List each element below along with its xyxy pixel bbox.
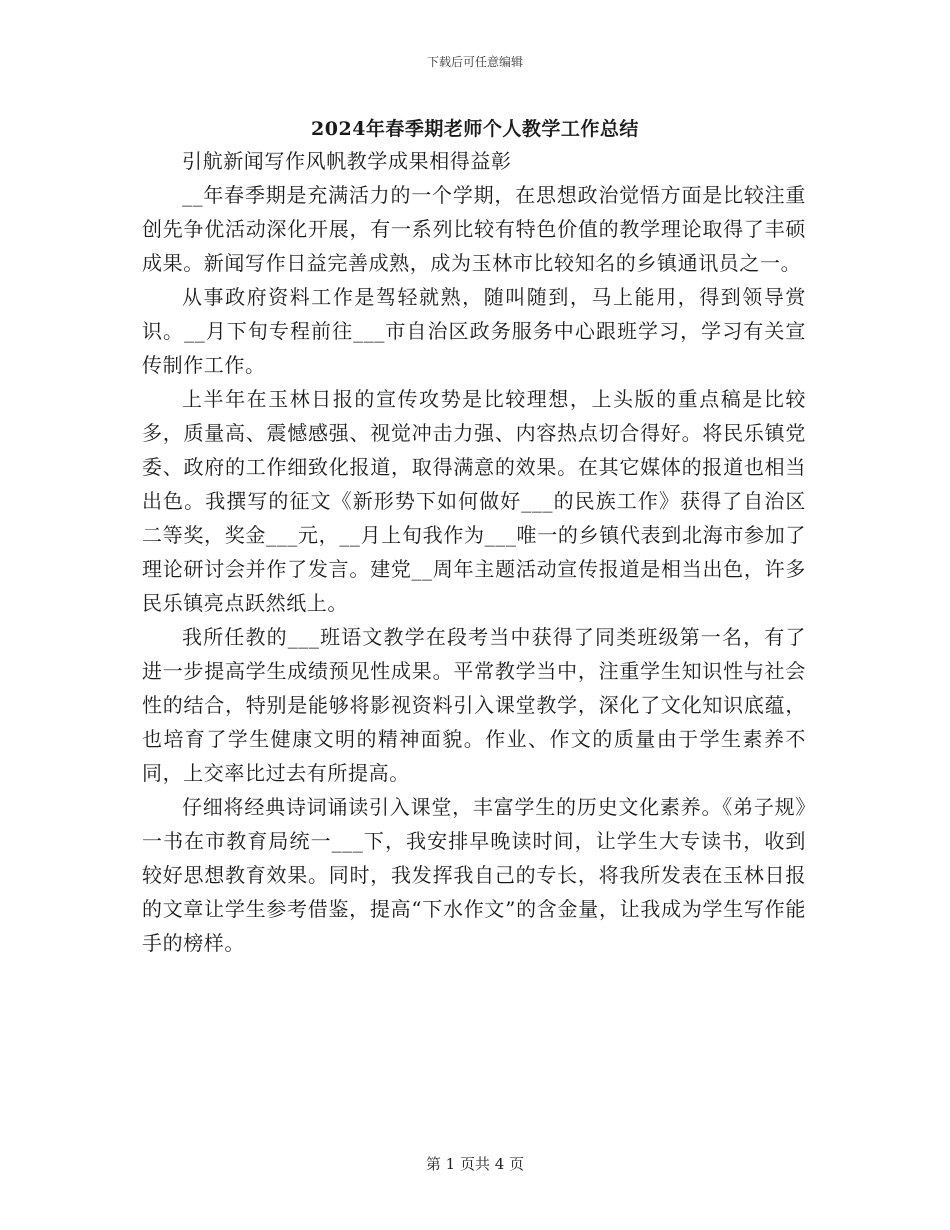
document-body bbox=[142, 144, 806, 960]
body-paragraph: 上半年在玉林日报的宣传攻势是比较理想，上头版的重点稿是比较多，质量高、震憾感强、视觉冲击力强、内容热点切合得好。将民乐镇党委、政府的工作细致化报道，取得满意的效果。在其它媒体的报道也相当出色。我撰写的征文《新形势下如何做好___的民族工作》获得了自治区二等奖，奖金___元，__月上旬我作为___唯一的乡镇代表到北海市参加了理论研讨会并作了发言。建党__周年主题活动宣传报道是相当出色，许多民乐镇亮点跃然纸上。 bbox=[142, 387, 806, 615]
page-number-footer: 第 1 页共 4 页 bbox=[425, 1155, 525, 1173]
body-paragraph: 仔细将经典诗词诵读引入课堂，丰富学生的历史文化素养。《弟子规》一书在市教育局统一___下，我安排早晚读时间，让学生大专读书，收到较好思想教育效果。同时，我发挥我自己的专长，将我所发表在玉林日报的文章让学生参考借鉴，提高“下水作文”的含金量，让我成为学生写作能手的榜样。 bbox=[142, 795, 806, 955]
header-note: 下载后可任意编辑 bbox=[426, 55, 523, 69]
subtitle-paragraph: 引航新闻写作风帆教学成果相得益彰 bbox=[182, 149, 512, 173]
body-paragraph: __年春季期是充满活力的一个学期，在思想政治觉悟方面是比较注重创先争优活动深化开展，有一系列比较有特色价值的教学理论取得了丰硕成果。新闻写作日益完善成熟，成为玉林市比较知名的乡镇通讯员之一。 bbox=[142, 183, 806, 275]
body-paragraph: 我所任教的___班语文教学在段考当中获得了同类班级第一名，有了进一步提高学生成绩预见性成果。平常教学当中，注重学生知识性与社会性的结合，特别是能够将影视资料引入课堂教学，深化了文化知识底蕴，也培育了学生健康文明的精神面貌。作业、作文的质量由于学生素养不同，上交率比过去有所提高。 bbox=[142, 625, 806, 785]
body-paragraph: 从事政府资料工作是驾轻就熟，随叫随到，马上能用，得到领导赏识。__月下旬专程前往___市自治区政务服务中心跟班学习，学习有关宣传制作工作。 bbox=[142, 285, 806, 377]
document-title: 2024年春季期老师个人教学工作总结 bbox=[311, 118, 639, 140]
